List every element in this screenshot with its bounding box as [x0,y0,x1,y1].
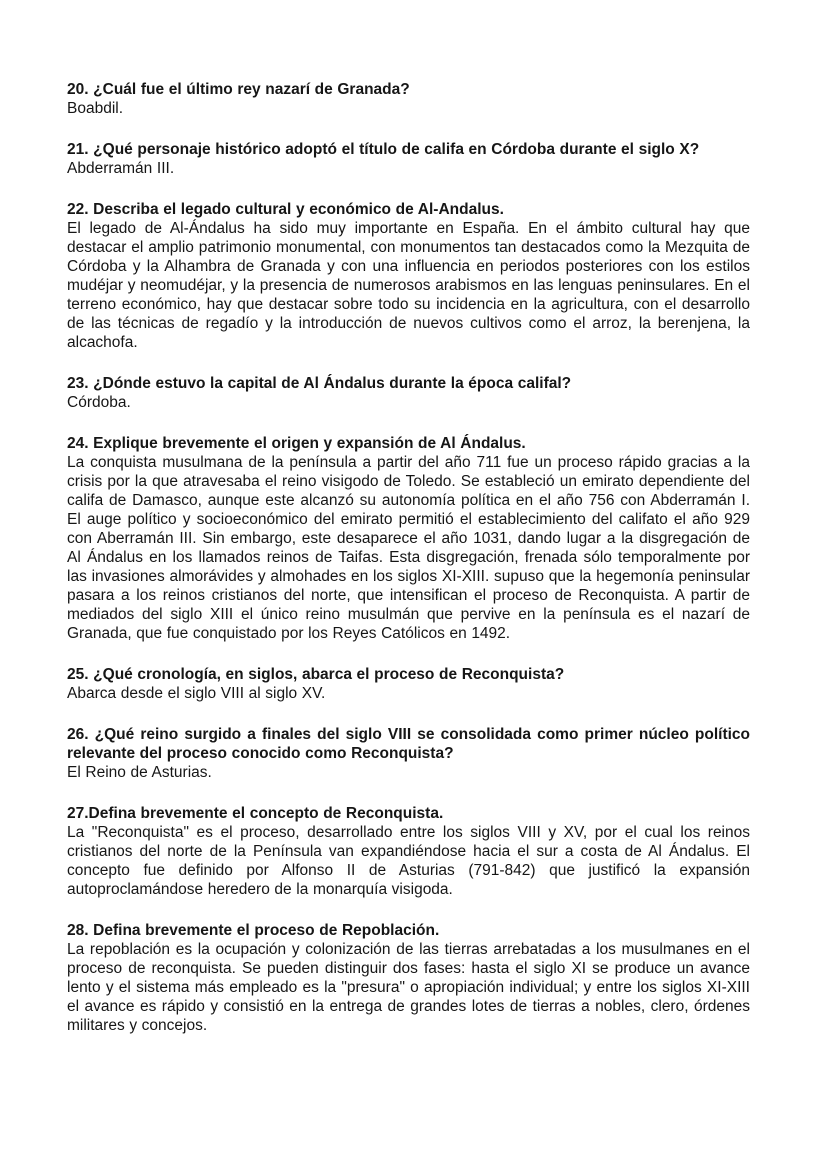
qa-item-20 [67,80,750,118]
answer-text: Abarca desde el siglo VIII al siglo XV. [67,685,326,702]
qa-item-25 [67,665,750,703]
qa-item-26 [67,725,750,782]
qa-item-27 [67,804,750,899]
question-text: 25. ¿Qué cronología, en siglos, abarca el proceso de Reconquista? [67,666,565,683]
answer-text: La repoblación es la ocupación y colonización de las tierras arrebatadas a los musulmanes en el proceso de reconquista. Se pueden distinguir dos fases: hasta el siglo XI se produce un avance lento y el sistema más empleado es la "presura" o apropiación individual; y entre los siglos XI-XIII el avance es rápido y consistió en la entrega de grandes lotes de tierras a nobles, clero, órdenes militares y concejos. [67,941,750,1034]
question-text: 28. Defina brevemente el proceso de Repoblación. [67,922,440,939]
question-text: 27.Defina brevemente el concepto de Reconquista. [67,805,444,822]
answer-text: La conquista musulmana de la península a partir del año 711 fue un proceso rápido gracias a la crisis por la que atravesaba el reino visigodo de Toledo. Se estableció un emirato dependiente del califa de Damasco, aunque este alcanzó su autonomía política en el año 756 con Abderramán I. El auge político y socioeconómico del emirato permitió el establecimiento del califato el año 929 con Aberramán III. Sin embargo, este desaparece el año 1031, dando lugar a la disgregación de Al Ándalus en los llamados reinos de Taifas. Esta disgregación, frenada sólo temporalmente por las invasiones almorávides y almohades en los siglos XI-XIII. supuso que la hegemonía peninsular pasara a los reinos cristianos del norte, que intensifican el proceso de Reconquista. A partir de mediados del siglo XIII el único reino musulmán que pervive en la península es el nazarí de Granada, que fue conquistado por los Reyes Católicos en 1492. [67,454,750,642]
answer-text: Boabdil. [67,100,124,117]
qa-item-28 [67,921,750,1035]
qa-item-22 [67,200,750,352]
answer-text: El legado de Al-Ándalus ha sido muy importante en España. En el ámbito cultural hay que destacar el amplio patrimonio monumental, con monumentos tan destacados como la Mezquita de Córdoba y la Alhambra de Granada y con una influencia en periodos posteriores con los estilos mudéjar y neomudéjar, y la presencia de numerosos arabismos en las lenguas peninsulares. En el terreno económico, hay que destacar sobre todo su incidencia en la agricultura, con el desarrollo de las técnicas de regadío y la introducción de nuevos cultivos como el arroz, la berenjena, la alcachofa. [67,220,750,351]
question-text: 26. ¿Qué reino surgido a finales del siglo VIII se consolidada como primer núcleo político relevante del proceso conocido como Reconquista? [67,726,750,762]
question-text: 22. Describa el legado cultural y económico de Al-Andalus. [67,201,504,218]
answer-text: Abderramán III. [67,160,175,177]
question-text: 21. ¿Qué personaje histórico adoptó el título de califa en Córdoba durante el siglo X? [67,141,700,158]
answer-text: El Reino de Asturias. [67,764,212,781]
question-text: 23. ¿Dónde estuvo la capital de Al Ándalus durante la época califal? [67,375,572,392]
qa-item-21 [67,140,750,178]
answer-text: La "Reconquista" es el proceso, desarrollado entre los siglos VIII y XV, por el cual los reinos cristianos del norte de la Península van expandiéndose hacia el sur a costa de Al Ándalus. El concepto fue definido por Alfonso II de Asturias (791-842) que justificó la expansión autoproclamándose heredero de la monarquía visigoda. [67,824,750,898]
question-text: 20. ¿Cuál fue el último rey nazarí de Granada? [67,81,410,98]
qa-item-24 [67,434,750,643]
answer-text: Córdoba. [67,394,131,411]
qa-item-23 [67,374,750,412]
question-text: 24. Explique brevemente el origen y expansión de Al Ándalus. [67,435,526,452]
